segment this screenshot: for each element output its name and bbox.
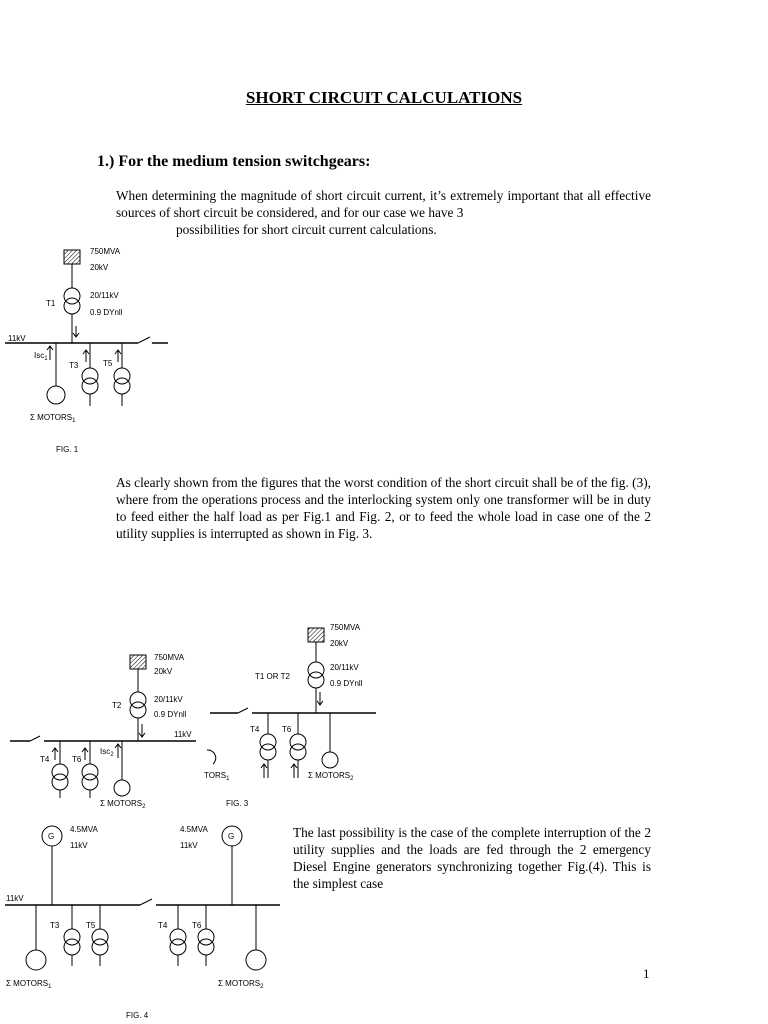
fig1-source-mva: 750MVA <box>90 247 121 256</box>
fig4-t3: T3 <box>50 921 60 930</box>
fig4-gen2-mva: 4.5MVA <box>180 825 208 834</box>
fig2-t6: T6 <box>72 755 82 764</box>
fig4-gen1-kv: 11kV <box>70 841 88 850</box>
motor-icon <box>26 950 46 970</box>
fig3-left-motors-label: $TORS_1$ <box>204 771 230 782</box>
fig2-bus-label: 11kV <box>174 730 192 739</box>
transformer-icon <box>308 662 324 678</box>
fig1-tx-spec: 0.9 DYnll <box>90 308 123 317</box>
fig1-t3: T3 <box>69 361 79 370</box>
section-heading: 1.) For the medium tension switchgears: <box>97 153 371 170</box>
figure-4 <box>5 825 280 1020</box>
fig4-motors2-label: Σ $MOTORS_2$ <box>218 979 264 990</box>
fig4-caption: FIG. 4 <box>126 1011 149 1020</box>
fig1-bus-label: 11kV <box>8 334 26 343</box>
fig3-motors-label: Σ $MOTORS_2$ <box>308 771 354 782</box>
motor-icon <box>47 386 65 404</box>
utility-source-icon <box>130 655 146 669</box>
figure-1 <box>5 247 168 454</box>
fig4-gen1-mva: 4.5MVA <box>70 825 98 834</box>
fig1-source-kv: 20kV <box>90 263 109 272</box>
fig1-caption: FIG. 1 <box>56 445 79 454</box>
fig4-t5: T5 <box>86 921 96 930</box>
figure-2 <box>10 653 196 810</box>
fig4-gen2-symbol: G <box>228 832 235 841</box>
fig2-isc: Isc$_2$ <box>100 747 114 758</box>
motor-icon <box>246 950 266 970</box>
utility-source-icon <box>64 250 80 264</box>
fig1-t5: T5 <box>103 359 113 368</box>
fig3-transformer-label: T1 OR T2 <box>255 672 290 681</box>
fig4-bus-label: 11kV <box>6 894 24 903</box>
fig3-t4: T4 <box>250 725 260 734</box>
transformer-icon <box>64 288 80 304</box>
fig2-tx-spec: 0.9 DYnll <box>154 710 187 719</box>
fig2-motors-label: Σ $MOTORS_2$ <box>100 799 146 810</box>
motor-icon <box>114 780 130 796</box>
intro-paragraph-lines: When determining the magnitude of short circuit current, it’s extremely important that all effective sources of short circuit be considered, and for our case we have 3 <box>116 188 651 220</box>
fig1-tx-ratio: 20/11kV <box>90 291 119 300</box>
figure-3 <box>204 623 376 808</box>
fig2-tx-ratio: 20/11kV <box>154 695 183 704</box>
fig1-motors-label: Σ $MOTORS_1$ <box>30 413 76 424</box>
fig4-motors1-label: Σ $MOTORS_1$ <box>6 979 52 990</box>
fig1-transformer-label: T1 <box>46 299 56 308</box>
utility-source-icon <box>308 628 324 642</box>
fig3-source-kv: 20kV <box>330 639 349 648</box>
transformer-icon <box>130 692 146 708</box>
worst-case-paragraph: As clearly shown from the figures that the worst condition of the short circuit shall be of the fig. (3), where from the operations process and the interlocking system only one transformer will be in duty to feed either the half load as per Fig.1 and Fig. 2, or to feed the whole load in case one of the 2 utility supplies is interrupted as shown in Fig. 3. <box>116 475 651 541</box>
fig2-source-mva: 750MVA <box>154 653 185 662</box>
page-title: SHORT CIRCUIT CALCULATIONS <box>245 88 523 107</box>
fig2-t4: T4 <box>40 755 50 764</box>
fig4-t4: T4 <box>158 921 168 930</box>
fig3-t6: T6 <box>282 725 292 734</box>
generator-paragraph: The last possibility is the case of the complete interruption of the 2 utility supplies and the loads are fed through the 2 emergency Diesel Engine generators synchronizing together Fig.(4). This is the simplest case <box>293 825 651 891</box>
page-number: 1 <box>643 966 650 981</box>
motor-icon <box>322 752 338 768</box>
fig3-caption: FIG. 3 <box>226 799 249 808</box>
fig4-gen2-kv: 11kV <box>180 841 198 850</box>
fig3-tx-ratio: 20/11kV <box>330 663 359 672</box>
intro-paragraph-last-line: possibilities for short circuit current calculations. <box>176 222 437 237</box>
fig2-source-kv: 20kV <box>154 667 173 676</box>
fig1-isc: Isc$_1$ <box>34 351 48 362</box>
fig3-source-mva: 750MVA <box>330 623 361 632</box>
fig3-tx-spec: 0.9 DYnll <box>330 679 363 688</box>
fig2-transformer-label: T2 <box>112 701 122 710</box>
fig4-gen1-symbol: G <box>48 832 55 841</box>
fig4-t6: T6 <box>192 921 202 930</box>
